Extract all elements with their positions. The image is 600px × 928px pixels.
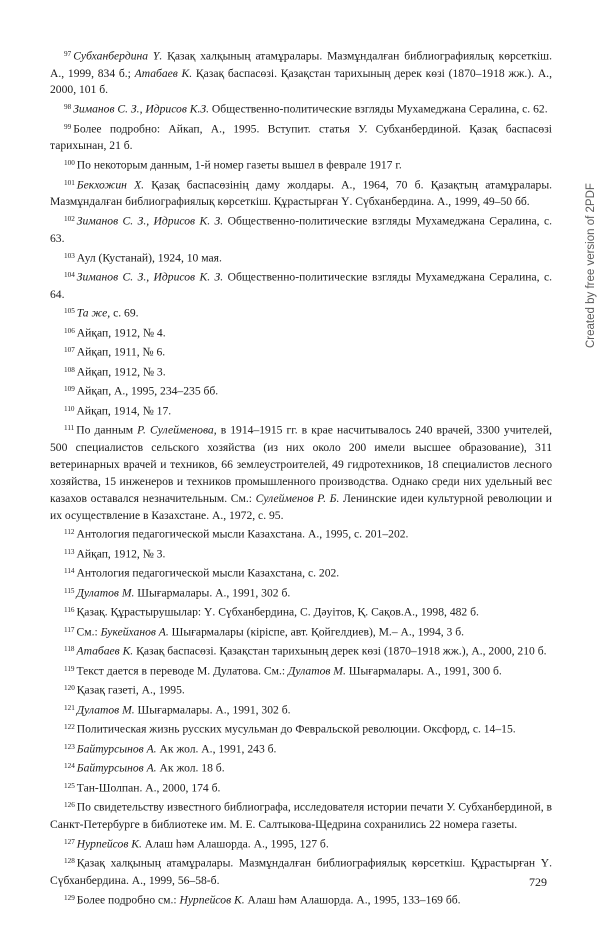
footnote-99 — [50, 119, 552, 155]
footnote-number: 119 — [64, 664, 75, 673]
footnote-author: Та же, — [76, 307, 111, 321]
footnote-text: Шығармалары (кіріспе, авт. Қойгелдиев), М.– А., 1994, 3 б. — [168, 625, 465, 639]
footnote-number: 121 — [64, 703, 75, 712]
footnote-text: Алаш һәм Алашорда. А., 1995, 127 б. — [141, 837, 329, 851]
footnote-116 — [50, 602, 552, 622]
footnote-97 — [50, 46, 552, 99]
footnote-number: 100 — [64, 159, 75, 168]
footnote-124 — [50, 758, 552, 778]
footnote-text: Политическая жизнь русских мусульман до Февральской революции. Оксфорд, с. 14–15. — [76, 723, 516, 737]
footnote-123 — [50, 739, 552, 759]
footnote-author: Атабаев К. — [134, 66, 193, 80]
footnote-text: По свидетельству известного библиографа, исследователя истории печати У. Субханбердиной, в Санкт-Петербурге в библиотеке им. М. Е. Салтыкова-Щедрина сохранились 22 номера газеты. — [50, 801, 552, 831]
footnote-112 — [50, 524, 552, 544]
footnote-author: Дулатов М. — [288, 664, 346, 678]
footnote-text: Аул (Кустанай), 1924, 10 мая. — [76, 251, 222, 265]
footnote-author: Зиманов С. З., Идрисов К. З. — [76, 214, 224, 228]
footnote-number: 128 — [64, 857, 75, 866]
footnotes-section — [50, 46, 552, 909]
footnote-number: 126 — [64, 801, 75, 810]
footnote-number: 122 — [64, 723, 75, 732]
footnote-100 — [50, 155, 552, 175]
footnote-number: 103 — [64, 251, 75, 260]
footnote-number: 97 — [64, 50, 72, 58]
footnote-number: 111 — [64, 424, 75, 433]
footnote-115 — [50, 583, 552, 603]
footnote-text: Қазақ баспасөзі. Қазақстан тарихының дерек көзі (1870–1918 жж.), А., 2000, 210 б. — [133, 645, 547, 659]
footnote-110 — [50, 401, 552, 421]
footnote-number: 113 — [64, 547, 75, 556]
footnote-119 — [50, 661, 552, 681]
footnote-text: в 1914–1915 гг. в крае насчитывалось 240 врачей, 3300 учителей, 500 специалистов сельского хозяйства (из них около 200 имели высшее образование), 311 ветеринарных врачей и техников, 66 землеустроителей, 49 гидротехников, 18 специалистов лесного хозяйства, 15 инженеров и техников промышленного производства. Однако среди них удельный вес казахов оставался незначительным. См.: — [50, 424, 552, 505]
footnote-107 — [50, 342, 552, 362]
footnote-117 — [50, 622, 552, 642]
footnote-number: 118 — [64, 645, 75, 654]
footnote-text: Алаш һәм Алашорда. А., 1995, 133–169 бб. — [244, 893, 461, 907]
footnote-number: 127 — [64, 837, 75, 846]
footnote-101 — [50, 175, 552, 211]
footnote-103 — [50, 248, 552, 268]
footnote-number: 107 — [64, 346, 75, 355]
footnote-text: Қазақ баспасөзінің даму жолдары. А., 1964, 70 б. Қазақтың атамұралары. Мазмұндалған библиографиялық көрсеткіш. Құрастырған Ү. Сүбханбердина. А., 1999, 49–50 бб. — [50, 178, 553, 209]
footnote-text: Ак жол. А., 1991, 243 б. — [156, 742, 277, 756]
footnote-author: Зиманов С. З., Идрисов К.З. — [73, 102, 210, 116]
footnote-text: Антология педагогической мысли Казахстана. А., 1995, с. 201–202. — [76, 528, 409, 542]
footnote-number: 106 — [64, 326, 75, 335]
footnote-author: Байтурсынов А. — [76, 762, 157, 776]
footnote-126 — [50, 797, 552, 833]
footnote-text: Қазақ газеті, А., 1995. — [76, 684, 185, 698]
footnote-text: Айқап, 1912, № 4. — [76, 326, 166, 340]
footnote-number: 124 — [64, 762, 75, 771]
footnote-text: Общественно-политические взгляды Мухамеджана Сералина, с. 64. — [50, 270, 552, 301]
footnote-text: См.: — [76, 625, 101, 639]
footnote-number: 117 — [64, 625, 75, 634]
footnote-text: Шығармалары. А., 1991, 302 б. — [134, 703, 291, 717]
footnote-text: Общественно-политические взгляды Мухамеджана Сералина, с. 63. — [50, 214, 552, 245]
footnote-number: 123 — [64, 742, 75, 751]
footnote-number: 110 — [64, 404, 75, 413]
footnote-text: Ленинские идеи культурной революции и их осуществление в Казахстане. А., 1972, с. 95. — [50, 491, 552, 522]
footnote-number: 99 — [64, 122, 72, 131]
footnote-104 — [50, 267, 552, 303]
footnote-number: 120 — [64, 684, 75, 693]
footnote-number: 109 — [64, 385, 75, 394]
footnote-text: Ак жол. 18 б. — [156, 762, 225, 776]
watermark — [583, 178, 599, 348]
footnote-number: 104 — [64, 271, 75, 280]
footnote-text: Қазақ халқының атамұралары. Мазмұндалған библиографиялық көрсеткіш. А., 1999, 834 б.; — [50, 49, 552, 80]
footnote-text: Айқап, 1912, № 3. — [76, 547, 166, 561]
footnote-author: Байтурсынов А. — [76, 742, 157, 756]
footnote-author: Дулатов М. — [76, 703, 135, 717]
footnote-98 — [50, 99, 552, 119]
footnote-author: Дулатов М. — [76, 586, 135, 600]
footnote-author: Р. Сулейменова, — [137, 424, 217, 438]
footnote-text: Қазақ баспасөзі. Қазақстан тарихының дерек көзі (1870–1918 жж.). А., 2000, 101 б. — [50, 66, 552, 97]
footnote-105 — [50, 303, 552, 323]
footnote-number: 112 — [64, 528, 75, 537]
footnote-text: Айқап, 1911, № 6. — [76, 346, 166, 360]
footnote-text: Более подробно см.: — [76, 893, 180, 907]
footnote-text: Қазақ. Құрастырушылар: Ү. Сүбханбердина, С. Дәуітов, Қ. Сақов.А., 1998, 482 б. — [76, 606, 479, 620]
footnote-text: Тан-Шолпан. А., 2000, 174 б. — [76, 781, 221, 795]
footnote-114 — [50, 563, 552, 583]
footnote-129 — [50, 890, 552, 910]
footnote-text: Общественно-политические взгляды Мухамеджана Сералина, с. 62. — [209, 102, 548, 116]
footnote-author: Нурпейсов К. — [179, 893, 245, 907]
footnote-text: Қазақ халқының атамұралары. Мазмұндалған библиографиялық көрсеткіш. Құрастырған Ү. Сүбханбердина. А., 1999, 56–58-б. — [50, 856, 552, 887]
footnote-122 — [50, 719, 552, 739]
footnote-text: Более подробно: Айкап, А., 1995. Вступит. статья У. Субханбердиной. Қазақ баспасөзі тарихынан, 21 б. — [50, 122, 552, 153]
footnote-author: Букейханов А. — [100, 625, 169, 639]
page-number: 729 — [529, 875, 547, 889]
footnote-text: Айқап, 1912, № 3. — [76, 365, 166, 379]
footnote-121 — [50, 700, 552, 720]
footnote-109 — [50, 381, 552, 401]
footnote-text: Антология педагогической мысли Казахстана, с. 202. — [76, 567, 340, 581]
footnote-102 — [50, 211, 552, 247]
footnote-text: Текст дается в переводе М. Дулатова. См.: — [76, 664, 288, 678]
footnote-author: Атабаев К. — [76, 645, 134, 659]
footnote-number: 105 — [64, 307, 75, 316]
footnote-author: Субханбердина Ү. — [73, 49, 163, 63]
footnote-128 — [50, 853, 552, 889]
footnote-113 — [50, 544, 552, 564]
footnote-author: Сулейменов Р. Б. — [255, 491, 340, 505]
footnote-number: 116 — [64, 606, 75, 615]
footnote-120 — [50, 680, 552, 700]
footnote-number: 114 — [64, 567, 75, 576]
watermark-text: Created by free version of 2PDF — [585, 183, 597, 348]
footnote-text: с. 69. — [110, 307, 139, 321]
footnote-text: По данным — [76, 424, 138, 438]
footnote-text: По некоторым данным, 1-й номер газеты вышел в феврале 1917 г. — [76, 158, 402, 172]
footnote-text: Айқап, 1914, № 17. — [76, 404, 172, 418]
footnote-108 — [50, 362, 552, 382]
footnote-106 — [50, 323, 552, 343]
footnote-number: 102 — [64, 215, 75, 224]
footnote-number: 115 — [64, 586, 75, 595]
footnote-127 — [50, 834, 552, 854]
footnote-125 — [50, 778, 552, 798]
footnote-118 — [50, 641, 552, 661]
footnote-number: 129 — [64, 893, 75, 902]
footnote-text: Айқап, А., 1995, 234–235 бб. — [76, 385, 219, 399]
footnote-111 — [50, 420, 552, 524]
footnote-number: 108 — [64, 365, 75, 374]
footnote-author: Нурпейсов К. — [76, 837, 142, 851]
footnote-number: 125 — [64, 781, 75, 790]
footnote-author: Зиманов С. З., Идрисов К. З. — [76, 270, 224, 284]
footnote-number: 98 — [64, 103, 72, 112]
footnote-author: Бекхожин Х. — [76, 178, 145, 192]
footnote-text: Шығармалары. А., 1991, 300 б. — [345, 664, 502, 678]
footnote-text: Шығармалары. А., 1991, 302 б. — [134, 586, 291, 600]
footnote-number: 101 — [64, 178, 75, 187]
